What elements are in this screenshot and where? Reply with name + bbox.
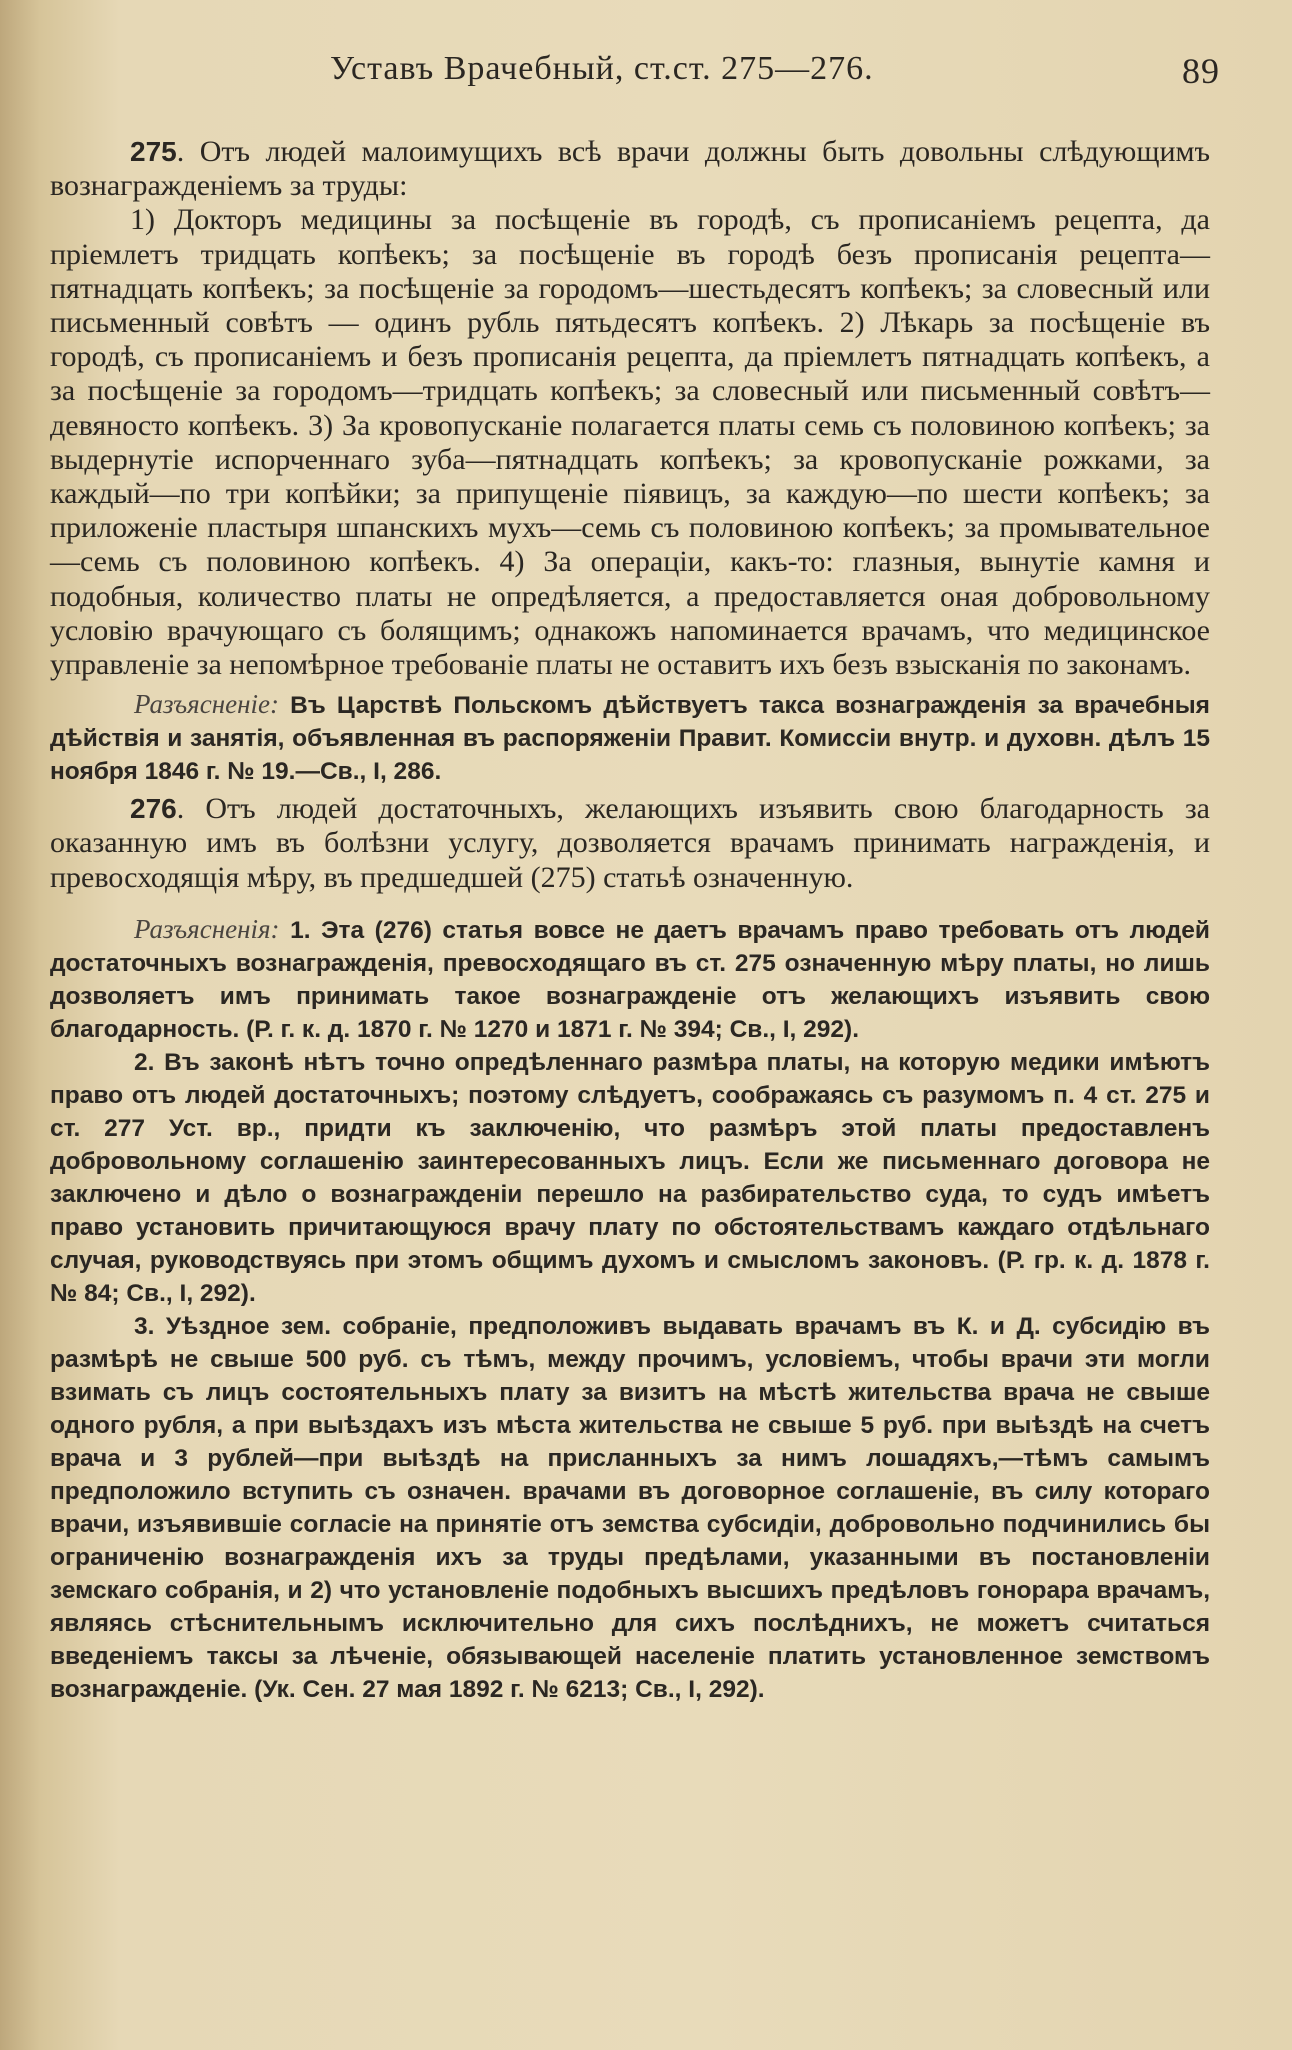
header-title: Уставъ Врачебный, ст.ст. 275—276. (330, 50, 874, 87)
article-275-text: . Отъ людей малоимущихъ всѣ врачи должны быть довольны слѣдующимъ вознагражденіемъ за труды: (50, 135, 1210, 203)
article-276-number: 276 (130, 793, 177, 825)
explanation-label: Разъясненіе: (134, 689, 279, 720)
article-275-number: 275 (130, 136, 177, 167)
page-number: 89 (1182, 51, 1220, 91)
explanations-label: Разъясненія: (134, 913, 280, 944)
article-275-explanation (50, 688, 1210, 788)
article-276-text: . Отъ людей достаточныхъ, желающихъ изъявить свою благодарность за оказанную имъ въ болѣзни услугу, дозволяется врачамъ принимать награжденія, и превосходящія мѣру, въ предшедшей (275) статьѣ означенную. (50, 792, 1210, 894)
article-276-explanation-3: 3. Уѣздное зем. собраніе, предположивъ выдавать врачамъ въ К. и Д. субсидію въ размѣрѣ не свыше 500 руб. съ тѣмъ, между прочимъ, условіемъ, чтобы врачи эти могли взимать съ лицъ состоятельныхъ плату за визитъ на мѣстѣ жительства врача не свыше одного рубля, а при выѣздахъ изъ мѣста жительства не свыше 5 руб. при выѣздѣ на счетъ врача и 3 рублей—при выѣздѣ на присланныхъ за нимъ лошадяхъ,—тѣмъ самымъ предположило вступить съ означен. врачами въ договорное соглашеніе, въ силу котораго врачи, изъявившіе согласіе на принятіе отъ земства субсидіи, добровольно подчинились бы ограниченію вознагражденія ихъ за труды предѣлами, указанными въ постановленіи земскаго собранія, и 2) что установленіе подобныхъ высшихъ предѣловъ гонорара врачамъ, являясь стѣснительнымъ исключительно для сихъ послѣднихъ, не можетъ считаться введеніемъ таксы за лѣченіе, обязывающей населеніе платить установленное земствомъ вознагражденіе. (Ук. Сен. 27 мая 1892 г. № 6213; Св., I, 292). (50, 1312, 1210, 1703)
article-276-explanation-1 (50, 913, 1210, 1046)
explanation-text: Въ Царствѣ Польскомъ дѣйствуетъ такса вознагражденія за врачебныя дѣйствія и занятія, объявленная въ распоряженіи Правит. Комиссіи внутр. и духовн. дѣлъ 15 ноября 1846 г. № 19.—Св., I, 286. (50, 692, 1210, 786)
article-275-items: 1) Докторъ медицины за посѣщеніе въ городѣ, съ прописаніемъ рецепта, да пріемлетъ тридцать копѣекъ; за посѣщеніе въ городѣ безъ прописанія рецепта—пятнадцать копѣекъ; за посѣщеніе за городомъ—шестьдесятъ копѣекъ; за словесный или письменный совѣтъ — одинъ рубль пятьдесятъ копѣекъ. 2) Лѣкарь за посѣщеніе въ городѣ, съ прописаніемъ и безъ прописанія рецепта, да пріемлетъ пятнадцать копѣекъ, а за посѣщеніе за городомъ—тридцать копѣекъ; за словесный или письменный совѣтъ—девяносто копѣекъ. 3) За кровопусканіе полагается платы семь съ половиною копѣекъ; за выдернутіе испорченнаго зуба—пятнадцать копѣекъ; за кровопусканіе рожками, за каждый—по три копѣйки; за припущеніе піявицъ, за каждую—по шести копѣекъ; за приложеніе пластыря шпанскихъ мухъ—семь съ половиною копѣекъ; за промывательное—семь съ половиною копѣекъ. 4) За операціи, какъ-то: глазныя, вынутіе камня и подобныя, количество платы не опредѣляется, а предоставляется оная добровольному условію врачующаго съ болящимъ; однакожъ напоминается врачамъ, что медицинское управленіе за непомѣрное требованіе платы не оставитъ ихъ безъ взысканія по законамъ. (50, 203, 1210, 682)
explanation-1-text: 1. Эта (276) статья вовсе не даетъ врачамъ право требовать отъ людей достаточныхъ вознагражденія, превосходящаго въ ст. 275 означенную мѣру платы, но лишь дозволяетъ имъ принимать такое вознагражденіе отъ желающихъ изъявить свою благодарность. (Р. г. к. д. 1870 г. № 1270 и 1871 г. № 394; Св., I, 292). (50, 916, 1210, 1043)
article-275 (50, 135, 1210, 203)
article-276-explanation-2: 2. Въ законѣ нѣтъ точно опредѣленнаго размѣра платы, на которую медики имѣютъ право отъ людей достаточныхъ; поэтому слѣдуетъ, соображаясь съ разумомъ п. 4 ст. 275 и ст. 277 Уст. вр., придти къ заключенію, что размѣръ этой платы предоставленъ добровольному соглашенію заинтересованныхъ лицъ. Если же письменнаго договора не заключено и дѣло о вознагражденіи перешло на разбирательство суда, то судъ имѣетъ право установить причитающуюся врачу плату по обстоятельствамъ каждаго отдѣльнаго случая, руководствуясь при этомъ общимъ духомъ и смысломъ законовъ. (Р. гр. к. д. 1878 г. № 84; Св., I, 292). (50, 1048, 1210, 1307)
article-276 (50, 792, 1210, 895)
page-body (50, 135, 1210, 1706)
running-header (330, 50, 1220, 100)
